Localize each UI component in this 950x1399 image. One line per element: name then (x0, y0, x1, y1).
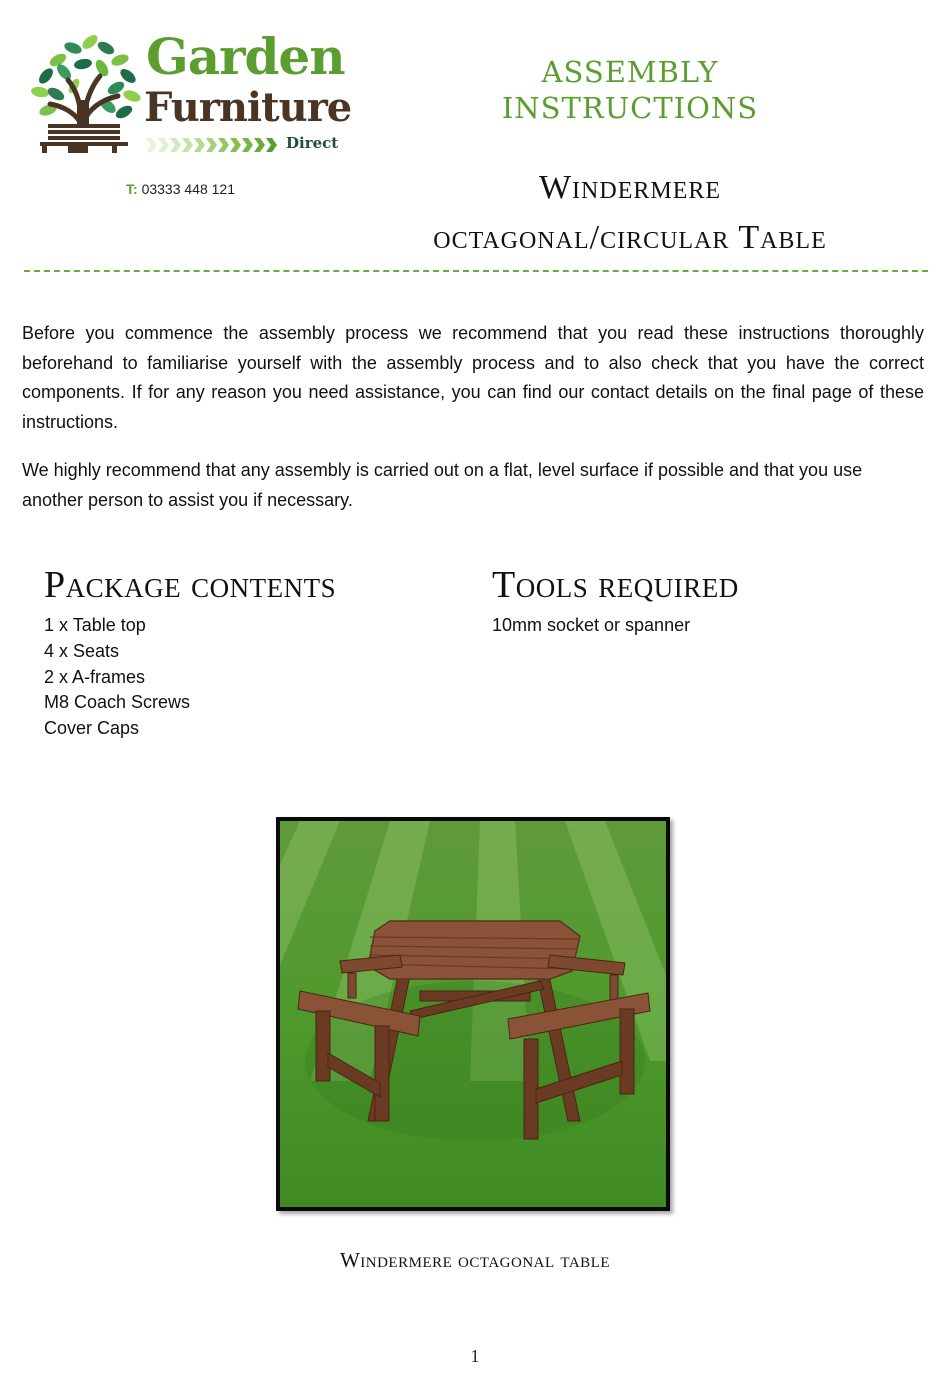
brand-logo (28, 27, 358, 160)
chevron-arrows-icon (146, 138, 286, 152)
tools-required-heading: Tools required (492, 564, 739, 606)
intro-paragraph-2: We highly recommend that any assembly is carried out on a flat, level surface if possible and that you use another person to assist you if necessary. (22, 460, 863, 510)
list-item: M8 Coach Screws (44, 692, 191, 713)
phone-contact (126, 181, 235, 197)
package-contents-list (44, 613, 190, 742)
page-number: 1 (470, 1346, 480, 1366)
phone-number: 03333 448 121 (141, 181, 235, 197)
tools-required-list (492, 613, 690, 639)
product-photo (276, 817, 670, 1211)
document-type-heading (470, 54, 790, 126)
product-title-line1: Windermere (538, 169, 722, 206)
header-divider (24, 270, 928, 272)
product-title (360, 163, 900, 263)
package-contents-heading: Package contents (44, 564, 337, 606)
list-item: 1 x Table top (44, 615, 146, 635)
list-item: Cover Caps (44, 718, 140, 739)
list-item: 10mm socket or spanner (492, 615, 691, 635)
product-title-line2: octagonal/circular Table (433, 219, 827, 256)
octagonal-picnic-table-photo (280, 821, 666, 1207)
list-item: 4 x Seats (44, 640, 120, 661)
tree-bench-logo-icon (28, 30, 143, 155)
phone-label: T: (126, 181, 138, 197)
intro-paragraph-1: Before you commence the assembly process we recommend that you read these instructions thoroughly beforehand to familiarise yourself with the assembly process and to also check that you have the correct components. If for any reason you need assistance, you can find our contact details on the final page of these instructions. (22, 323, 924, 432)
document-type-line1: ASSEMBLY (541, 55, 719, 89)
list-item: 2 x A-frames (44, 666, 146, 687)
document-type-line2: INSTRUCTIONS (501, 91, 759, 125)
photo-caption: Windermere octagonal table (339, 1248, 611, 1272)
logo-word-garden: Garden (146, 27, 345, 86)
logo-word-furniture: Furniture (144, 84, 352, 131)
logo-word-direct: Direct (286, 134, 339, 152)
